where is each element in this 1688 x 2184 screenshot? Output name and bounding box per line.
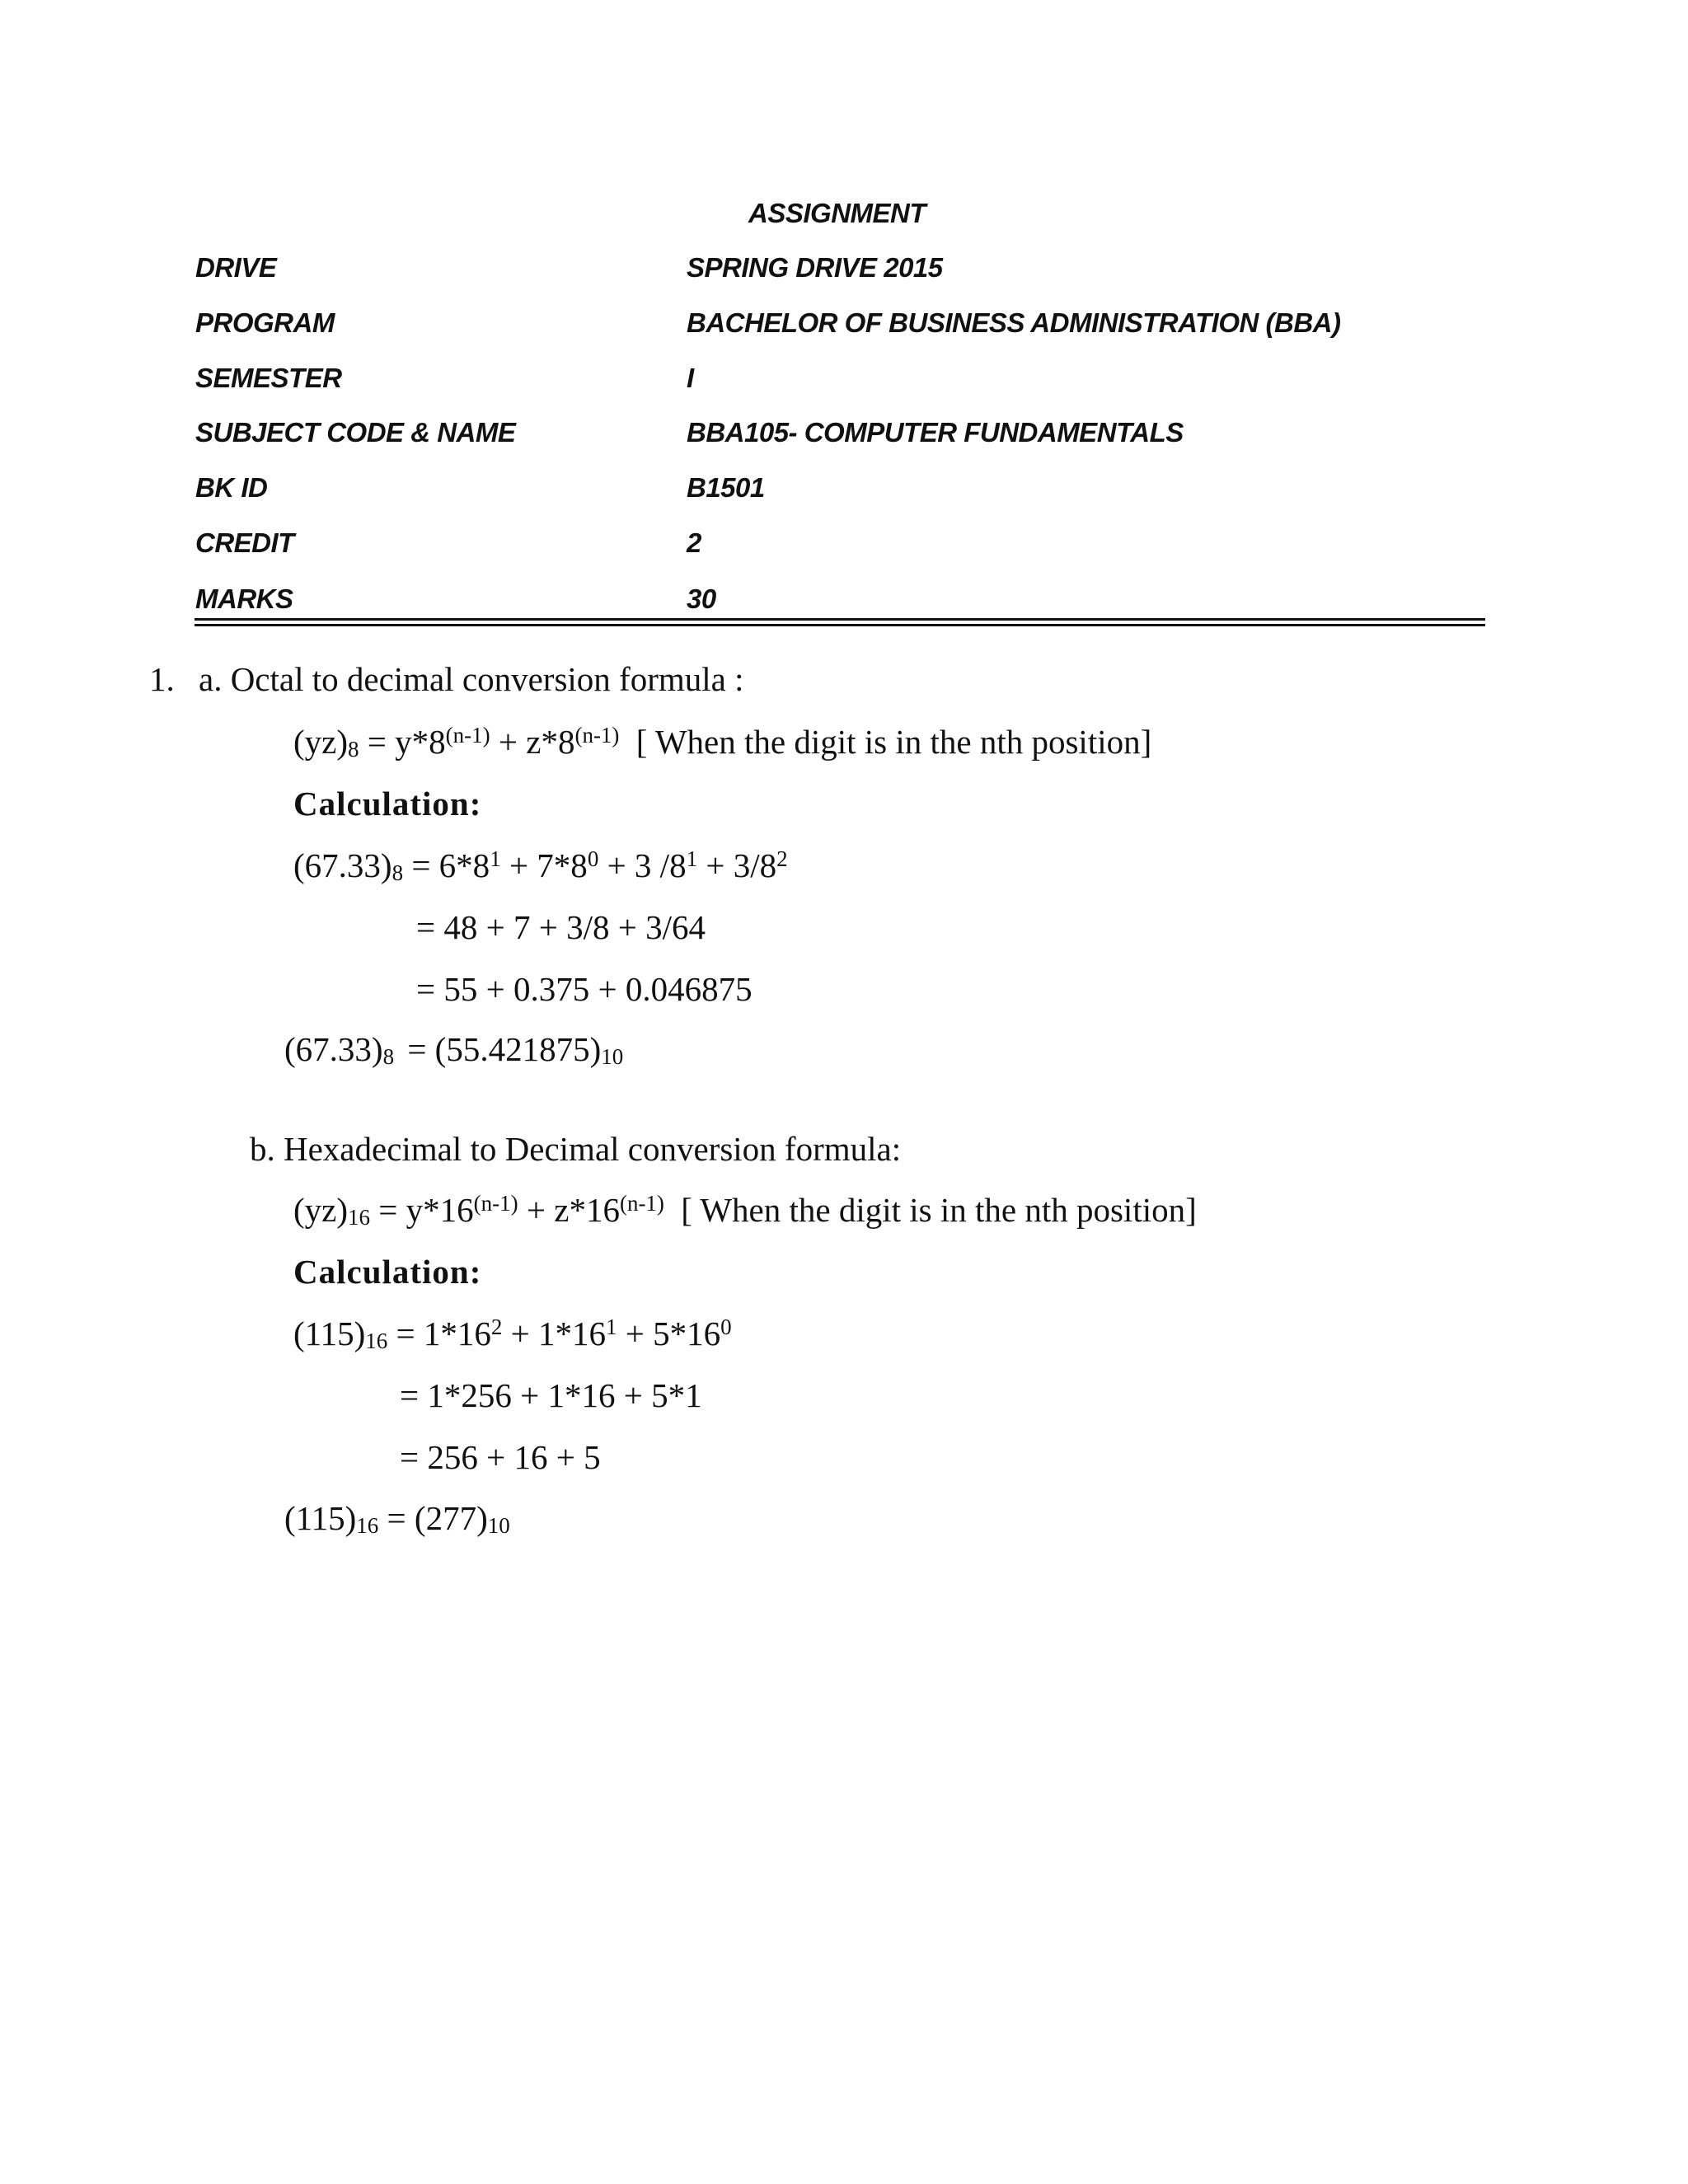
drive-value: SPRING DRIVE 2015 (687, 252, 943, 283)
drive-label: DRIVE (195, 252, 277, 283)
part-a-calc-line2: = 48 + 7 + 3/8 + 3/64 (416, 908, 706, 946)
semester-value: I (687, 363, 694, 393)
subject-label: SUBJECT CODE & NAME (195, 417, 516, 448)
part-a-calc-line3: = 55 + 0.375 + 0.046875 (416, 970, 753, 1008)
part-b-formula-note: [ When the digit is in the nth position] (681, 1191, 1197, 1229)
credit-label: CREDIT (195, 527, 294, 558)
part-a-result: $(67.33)_8 = (55.421875)_{10}$ (284, 1030, 624, 1069)
part-a-formula: $(yz)_8 = y*8^{(n-1)} + z*8^{(n-1)}$ [ When the digit is in the nth position] (293, 723, 1152, 762)
part-b-formula: $(yz)_{16} = y*16^{(n-1)} + z*16^{(n-1)}$ [ When the digit is in the nth position] (293, 1191, 1197, 1230)
question-number: 1. (149, 660, 175, 698)
part-a-calculation-label: Calculation: (293, 785, 482, 823)
part-b-calc-line1: $(115)_{16} = 1*16^2 + 1*16^1 + 5*16^0$ (293, 1315, 732, 1353)
header-rule-top (195, 618, 1485, 621)
part-b-calc-line2: = 1*256 + 1*16 + 5*1 (400, 1376, 702, 1414)
program-value: BACHELOR OF BUSINESS ADMINISTRATION (BBA) (687, 307, 1341, 338)
part-b-calc-line3: = 256 + 16 + 5 (400, 1438, 601, 1476)
subject-value: BBA105- COMPUTER FUNDAMENTALS (687, 417, 1184, 448)
marks-label: MARKS (195, 583, 293, 614)
part-b-calculation-label: Calculation: (293, 1253, 482, 1291)
semester-label: SEMESTER (195, 363, 342, 393)
assignment-title: ASSIGNMENT (748, 198, 926, 228)
part-b-result: $(115)_{16} = (277)_{10}$ (284, 1499, 510, 1538)
part-a-formula-note: [ When the digit is in the nth position] (635, 723, 1152, 761)
marks-value: 30 (687, 583, 716, 614)
bkid-label: BK ID (195, 472, 268, 503)
bkid-value: B1501 (687, 472, 765, 503)
program-label: PROGRAM (195, 307, 335, 338)
part-a-heading: a. Octal to decimal conversion formula : (199, 660, 744, 698)
header-rule-bottom (195, 624, 1485, 626)
part-b-heading: b. Hexadecimal to Decimal conversion formula: (250, 1130, 902, 1168)
credit-value: 2 (687, 527, 701, 558)
part-a-calc-line1: $(67.33)_8 = 6*8^1 + 7*8^0 + 3$ $/8^1 + 3/8^2$ (293, 846, 788, 885)
